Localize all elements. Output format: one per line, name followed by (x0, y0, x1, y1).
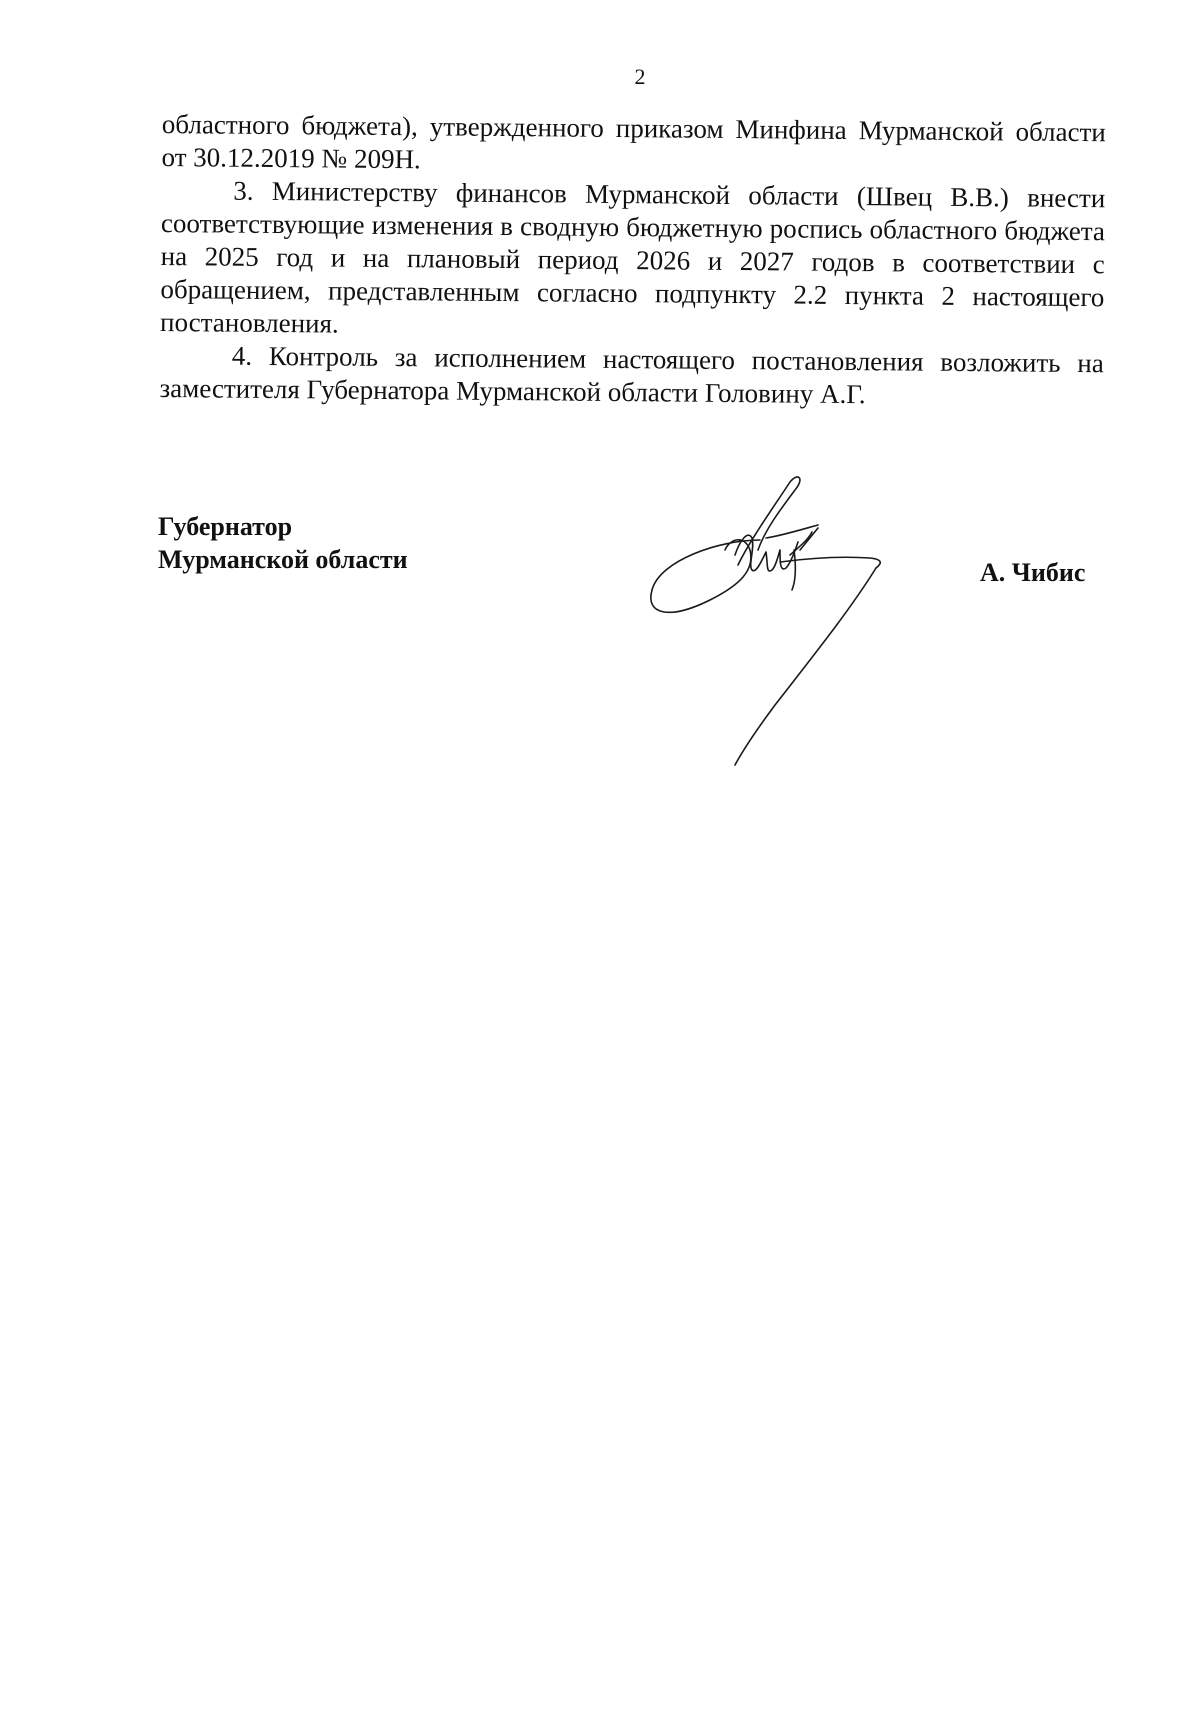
signer-name: А. Чибис (980, 558, 1086, 587)
signer-title-line-2: Мурманской области (158, 545, 408, 574)
page-number: 2 (634, 64, 646, 89)
handwritten-signature-icon (640, 470, 930, 770)
document-body (159, 108, 1106, 413)
paragraph-item-3: 3. Министерству финансов Мурманской области (Швец В.В.) внести соответствующие изменения в сводную бюджетную роспись областного бюджета на 2025 год и на плановый период 2026 и 2027 годов в соответствии с обращением, представленным согласно подпункту 2.2 пункта 2 настоящего постановления. (160, 175, 1106, 339)
signer-title (158, 510, 408, 576)
paragraph-continuation: областного бюджета), утвержденного приказом Минфина Мурманской области от 30.12.2019 № 209Н. (161, 108, 1106, 175)
paragraph-item-4: 4. Контроль за исполнением настоящего постановления возложить на заместителя Губернатора Мурманской области Головину А.Г. (159, 340, 1104, 410)
signer-title-line-1: Губернатор (158, 512, 293, 541)
